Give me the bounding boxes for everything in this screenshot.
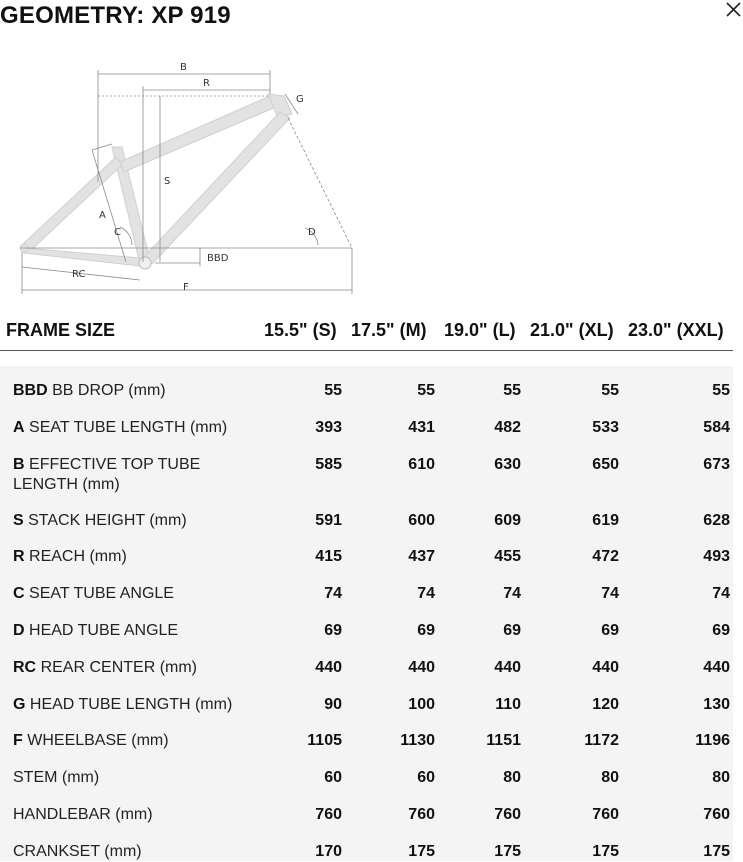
svg-text:A: A (99, 210, 106, 221)
row-label: CRANKSET (mm) (13, 843, 142, 860)
row-label: A SEAT TUBE LENGTH (mm) (13, 419, 228, 436)
page-title: GEOMETRY: XP 919 (0, 2, 231, 29)
cell-value: 100 (408, 696, 435, 713)
svg-text:R: R (203, 78, 210, 89)
cell-value: 393 (315, 419, 342, 436)
svg-text:C: C (114, 227, 121, 238)
cell-value: 585 (315, 456, 342, 473)
header-size-xxl: 23.0" (XXL) (628, 320, 724, 340)
cell-value: 1172 (584, 732, 619, 749)
row-label: BBD BB DROP (mm) (13, 382, 166, 399)
header-frame-size: FRAME SIZE (6, 320, 116, 340)
cell-value: 175 (703, 843, 730, 860)
svg-text:S: S (164, 176, 171, 187)
cell-value: 650 (592, 456, 619, 473)
cell-value: 533 (592, 419, 619, 436)
cell-value: 1105 (307, 732, 342, 749)
bike-geometry-diagram (0, 52, 380, 302)
bike-frame-silhouette (20, 94, 292, 269)
row-label: C SEAT TUBE ANGLE (13, 585, 174, 602)
header-size-m: 17.5" (M) (351, 320, 427, 340)
row-label: HANDLEBAR (mm) (13, 806, 153, 823)
cell-value: 60 (324, 769, 342, 786)
cell-value: 120 (592, 696, 619, 713)
cell-value: 1130 (400, 732, 435, 749)
close-icon (723, 0, 743, 20)
cell-value: 760 (494, 806, 521, 823)
cell-value: 69 (601, 622, 619, 639)
cell-value: 760 (592, 806, 619, 823)
cell-value: 610 (408, 456, 435, 473)
cell-value: 600 (408, 512, 435, 529)
cell-value: 440 (703, 659, 730, 676)
cell-value: 80 (601, 769, 619, 786)
svg-text:B: B (180, 62, 187, 73)
cell-value: 74 (712, 585, 730, 602)
svg-text:BBD: BBD (207, 253, 229, 264)
row-label: STEM (mm) (13, 769, 100, 786)
cell-value: 80 (503, 769, 521, 786)
cell-value: 673 (703, 456, 730, 473)
row-label: F WHEELBASE (mm) (13, 732, 169, 749)
header-size-xl: 21.0" (XL) (530, 320, 614, 340)
row-label: RC REAR CENTER (mm) (13, 659, 197, 676)
cell-value: 74 (417, 585, 435, 602)
cell-value: 175 (408, 843, 435, 860)
cell-value: 760 (408, 806, 435, 823)
cell-value: 69 (503, 622, 521, 639)
cell-value: 170 (315, 843, 342, 860)
header-size-l: 19.0" (L) (444, 320, 516, 340)
cell-value: 584 (703, 419, 730, 436)
cell-value: 482 (494, 419, 521, 436)
cell-value: 440 (315, 659, 342, 676)
cell-value: 69 (417, 622, 435, 639)
cell-value: 55 (417, 382, 435, 399)
cell-value: 591 (315, 512, 342, 529)
cell-value: 69 (324, 622, 342, 639)
header-size-s: 15.5" (S) (264, 320, 337, 340)
row-label: S STACK HEIGHT (mm) (13, 512, 187, 529)
svg-text:G: G (296, 94, 304, 105)
row-label: R REACH (mm) (13, 548, 127, 565)
cell-value: 1196 (695, 732, 730, 749)
cell-value: 55 (601, 382, 619, 399)
cell-value: 431 (408, 419, 435, 436)
cell-value: 90 (324, 696, 342, 713)
cell-value: 175 (494, 843, 521, 860)
row-label: B EFFECTIVE TOP TUBE LENGTH (mm) (13, 456, 201, 493)
cell-value: 69 (712, 622, 730, 639)
cell-value: 628 (703, 512, 730, 529)
cell-value: 55 (712, 382, 730, 399)
cell-value: 110 (495, 696, 521, 713)
cell-value: 493 (703, 548, 730, 565)
cell-value: 55 (324, 382, 342, 399)
cell-value: 760 (315, 806, 342, 823)
svg-text:F: F (183, 282, 189, 293)
cell-value: 415 (315, 548, 342, 565)
geometry-table-body (0, 366, 733, 861)
cell-value: 55 (503, 382, 521, 399)
close-button[interactable] (723, 0, 743, 20)
cell-value: 175 (592, 843, 619, 860)
svg-text:D: D (308, 227, 316, 238)
cell-value: 437 (408, 548, 435, 565)
cell-value: 130 (703, 696, 730, 713)
cell-value: 1151 (486, 732, 521, 749)
cell-value: 760 (703, 806, 730, 823)
cell-value: 455 (494, 548, 521, 565)
table-header (0, 310, 733, 351)
cell-value: 440 (408, 659, 435, 676)
cell-value: 619 (592, 512, 619, 529)
cell-value: 74 (601, 585, 619, 602)
cell-value: 440 (592, 659, 619, 676)
cell-value: 74 (324, 585, 342, 602)
cell-value: 60 (417, 769, 435, 786)
cell-value: 80 (712, 769, 730, 786)
cell-value: 472 (592, 548, 619, 565)
svg-text:RC: RC (72, 269, 86, 280)
cell-value: 609 (494, 512, 521, 529)
cell-value: 630 (494, 456, 521, 473)
row-label: D HEAD TUBE ANGLE (13, 622, 179, 639)
row-label: G HEAD TUBE LENGTH (mm) (13, 696, 233, 713)
cell-value: 440 (494, 659, 521, 676)
cell-value: 74 (503, 585, 521, 602)
